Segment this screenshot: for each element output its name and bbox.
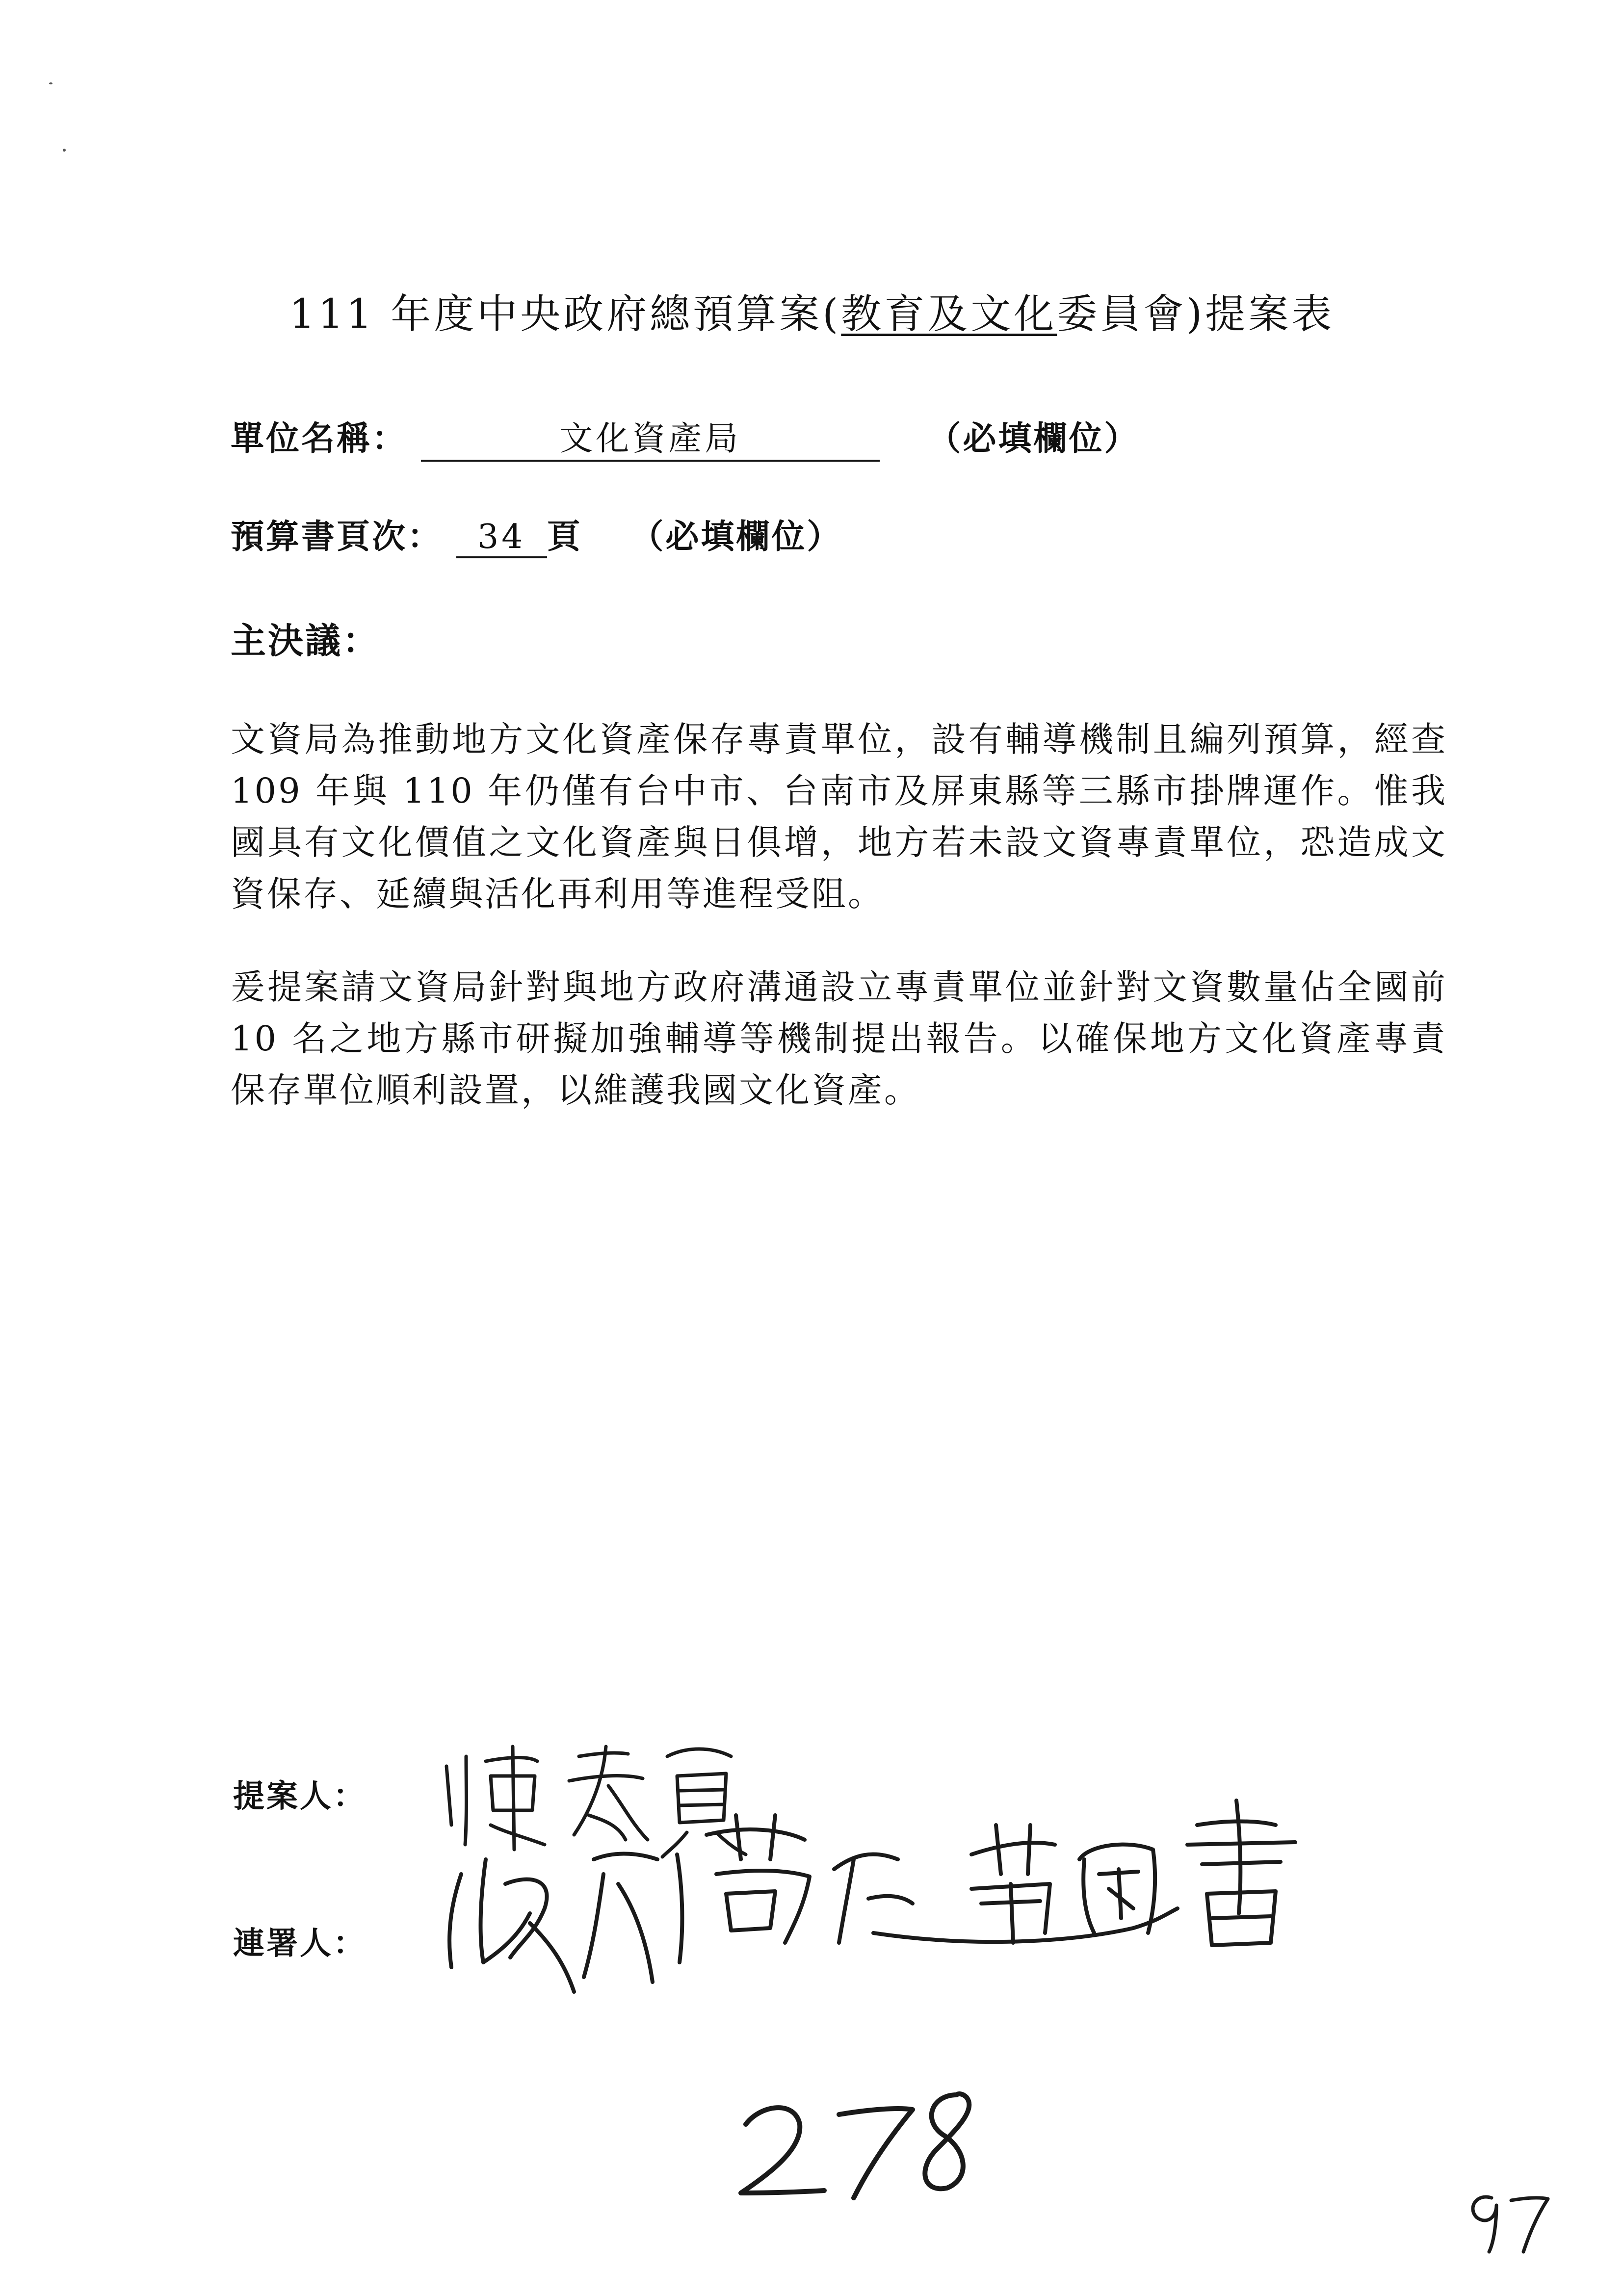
proposer-label: 提案人： xyxy=(233,1778,367,1815)
resolution-paragraph: 文資局為推動地方文化資產保存專責單位，設有輔導機制且編列預算，經查 109 年與 110 年仍僅有台中市、台南市及屏東縣等三縣市掛牌運作。惟我國具有文化價值之文化資產與日俱增，地方若未設文資專責單位，恐造成文資保存、延續與活化再利用等進程受阻。 xyxy=(231,719,1447,914)
committee-name: 教育及文化 xyxy=(841,291,1057,338)
resolution-label: 主決議： xyxy=(231,620,380,661)
scan-speck xyxy=(49,82,52,84)
page-title: 111 年度中央政府總預算案(教育及文化委員會)提案表 xyxy=(289,291,1335,338)
page-unit: 頁 xyxy=(547,517,582,556)
required-note: （必填欄位） xyxy=(630,517,842,556)
scan-speck xyxy=(63,149,66,152)
unit-field xyxy=(231,412,1139,462)
unit-label: 單位名稱： xyxy=(231,419,408,458)
handwritten-number xyxy=(726,2080,1001,2208)
page-value: 34 xyxy=(456,518,547,558)
cosigner-signatures xyxy=(432,1786,1315,2041)
unit-value: 文化資產局 xyxy=(421,412,880,462)
required-note: （必填欄位） xyxy=(927,419,1140,458)
resolution-paragraph: 爰提案請文資局針對與地方政府溝通設立專責單位並針對文資數量佔全國前 10 名之地方縣市研擬加強輔導等機制提出報告。以確保地方文化資產專責保存單位順利設置，以維護我國文化資產。 xyxy=(231,967,1447,1110)
page-label: 預算書頁次： xyxy=(231,517,443,556)
page-field xyxy=(231,510,842,558)
page-number xyxy=(1457,2178,1555,2257)
cosigner-label: 連署人： xyxy=(233,1925,367,1962)
